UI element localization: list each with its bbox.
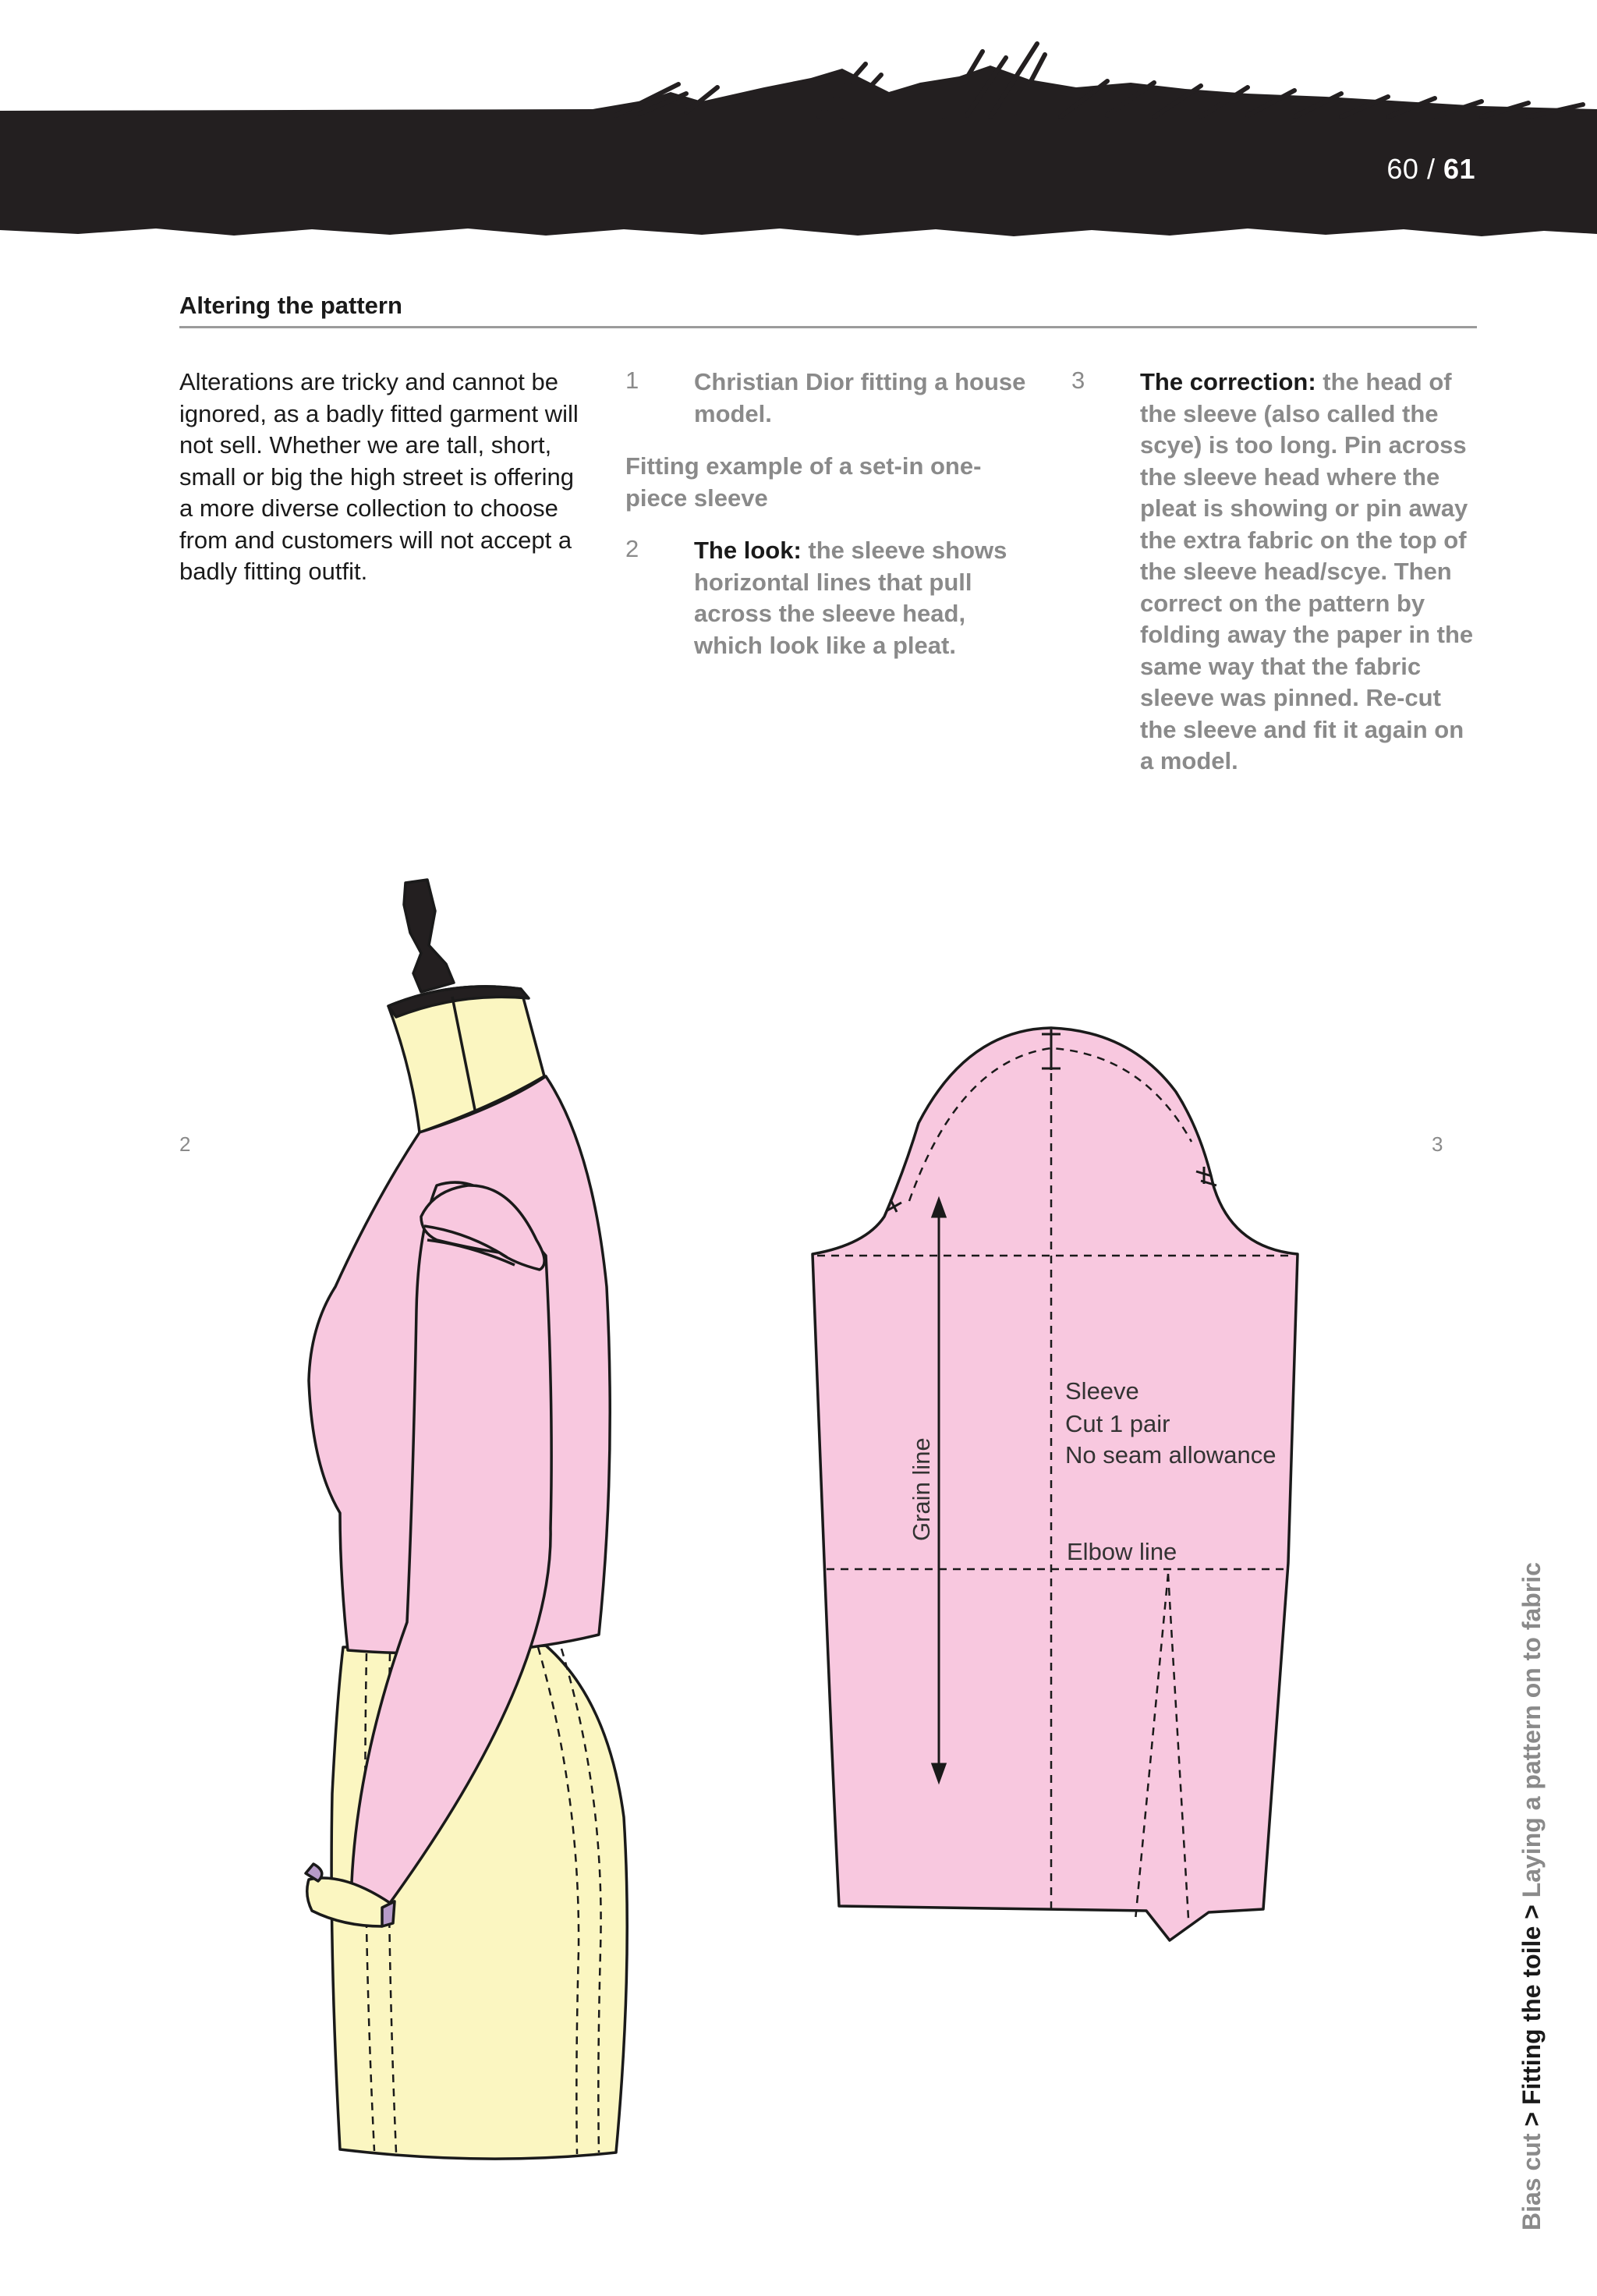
breadcrumb-fitting-the-toile[interactable]: Fitting the toile xyxy=(1517,1926,1546,2106)
page-number-left: 60 xyxy=(1386,153,1419,185)
sleeve-pattern xyxy=(813,1028,1298,1940)
pattern-label-cut: Cut 1 pair xyxy=(1065,1410,1170,1437)
caption-subheading: Fitting example of a set-in one-piece sleeve xyxy=(625,452,982,512)
header-brush-band xyxy=(0,0,1597,250)
page-number-separator: / xyxy=(1418,153,1443,185)
caption-3-text: the head of the sleeve (also called the scye) is too long. Pin across the sleeve head where the pleat is showing or pin away the extra fabric on the top of the sleeve head/scye. Then correct on the pattern by folding away the paper in the same way that the fabric sleeve was pinned. Re-cut the sleeve and fit it again on a model. xyxy=(1140,368,1474,774)
breadcrumb-laying-pattern[interactable]: Laying a pattern on to fabric xyxy=(1517,1562,1546,1898)
caption-2 xyxy=(694,535,1037,661)
caption-1-number: 1 xyxy=(625,367,639,394)
figure-3-number: 3 xyxy=(1432,1132,1443,1156)
caption-2-number: 2 xyxy=(625,535,639,562)
figure-2-number: 2 xyxy=(179,1132,191,1156)
caption-3 xyxy=(1140,367,1483,778)
page-number-right: 61 xyxy=(1443,153,1475,185)
caption-3-number: 3 xyxy=(1071,367,1085,394)
breadcrumb-separator-2: > xyxy=(1517,1897,1546,1926)
pattern-label-grain-line: Grain line xyxy=(908,1437,935,1541)
caption-1-text: Christian Dior fitting a house model. xyxy=(694,368,1026,427)
pattern-label-allowance: No seam allowance xyxy=(1065,1441,1277,1469)
breadcrumb-separator-1: > xyxy=(1517,2105,1546,2134)
caption-3-lead: The correction: xyxy=(1140,368,1316,395)
section-divider xyxy=(179,326,1477,328)
breadcrumb xyxy=(1517,1529,1556,2230)
page-number xyxy=(1386,153,1475,186)
caption-2-lead: The look: xyxy=(694,537,802,564)
mannequin-illustration xyxy=(306,880,627,2159)
intro-paragraph: Alterations are tricky and cannot be ignored, as a badly fitted garment will not sell. Whether we are tall, short, small or big the high street is offering a more diverse collection to choose from and customers will not accept a badly fitting outfit. xyxy=(179,368,579,585)
section-title: Altering the pattern xyxy=(179,292,402,319)
pattern-label-elbow-line: Elbow line xyxy=(1067,1538,1177,1565)
breadcrumb-bias-cut[interactable]: Bias cut xyxy=(1517,2133,1546,2230)
caption-2-text: the sleeve shows horizontal lines that pull across the sleeve head, which look like a pleat. xyxy=(694,537,1007,659)
illustrations xyxy=(0,842,1597,2246)
pattern-label-sleeve: Sleeve xyxy=(1065,1377,1139,1405)
